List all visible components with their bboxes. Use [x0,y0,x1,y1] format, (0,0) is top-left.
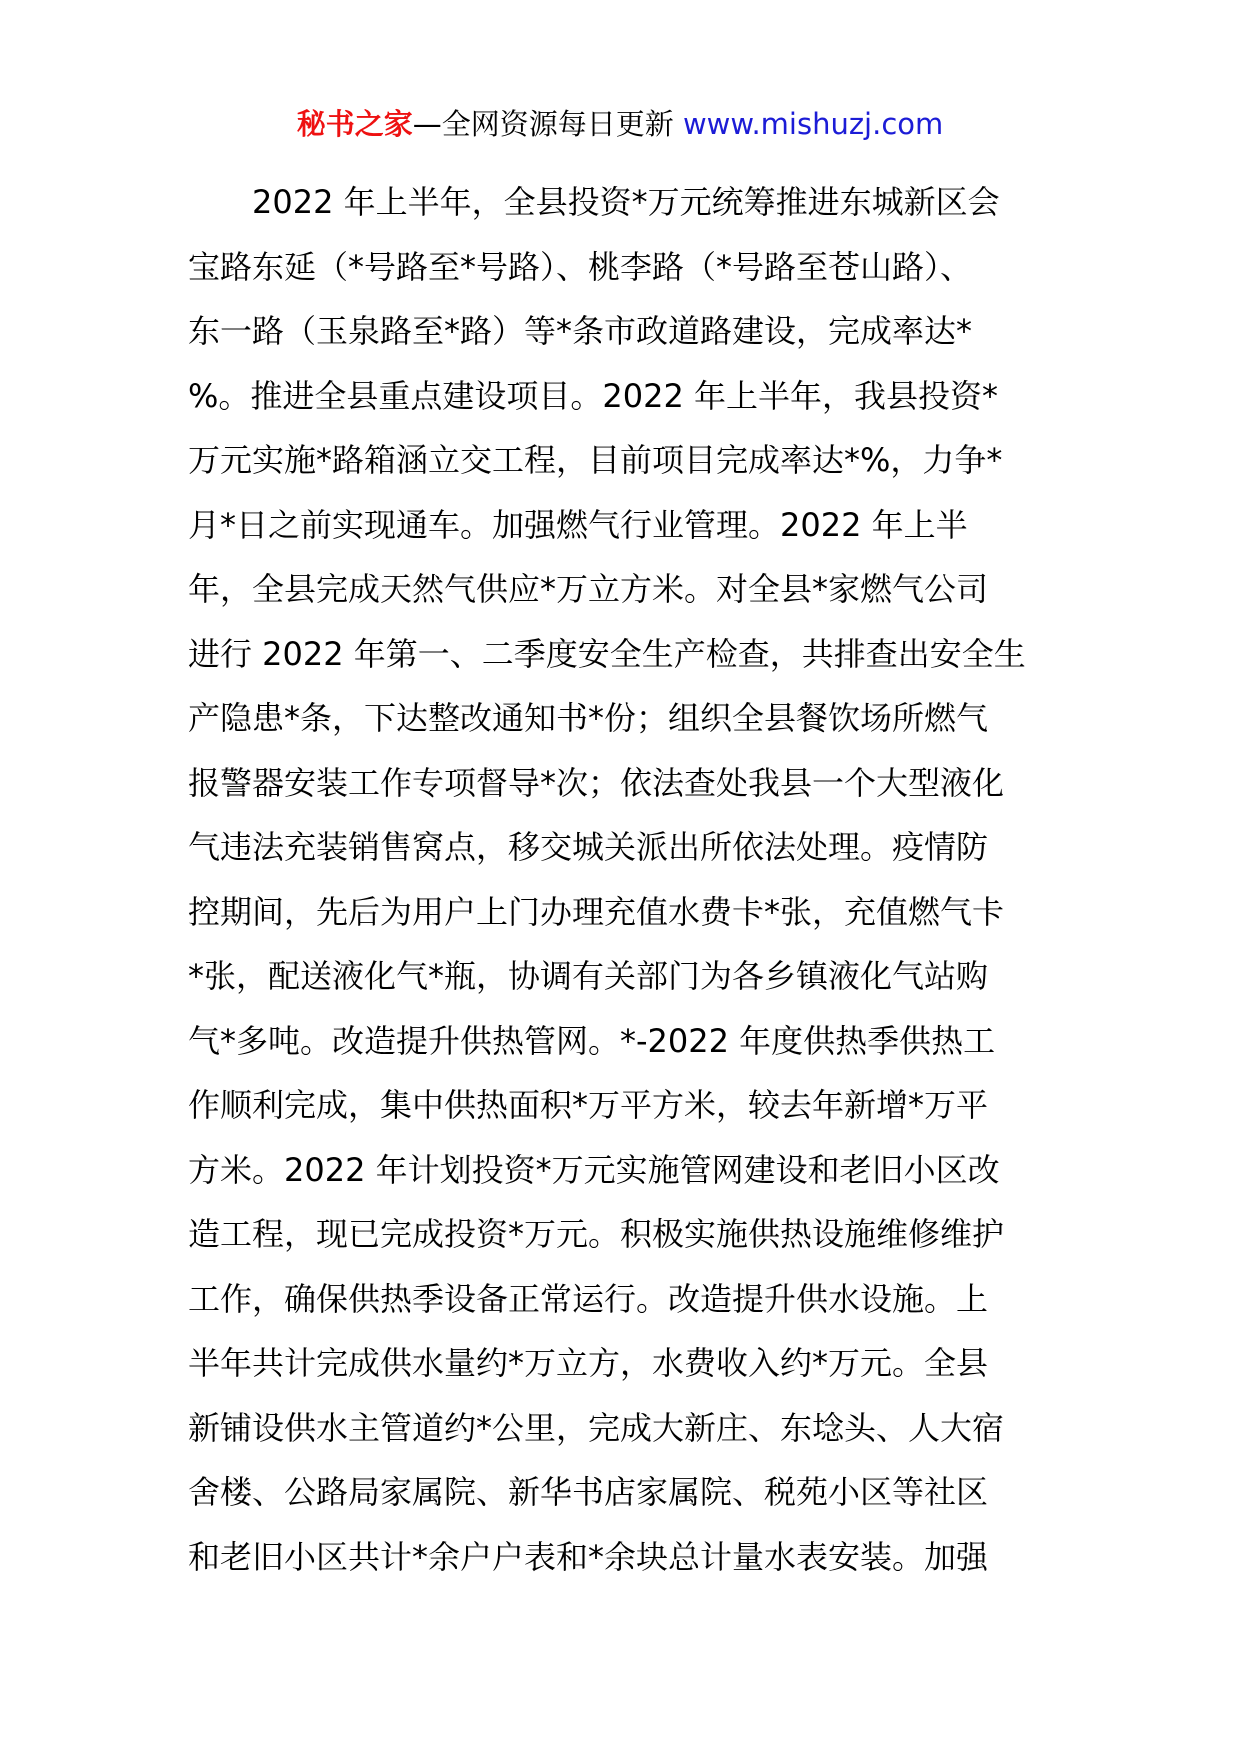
paragraph-line: 半年共计完成供水量约*万立方，水费收入约*万元。全县 [188,1344,989,1382]
paragraph-line: 方米。2022 年计划投资*万元实施管网建设和老旧小区改 [188,1150,1000,1189]
paragraph-line: 东一路（玉泉路至*路）等*条市政道路建设，完成率达* [188,312,973,350]
page-header [0,104,1240,144]
paragraph-line: %。推进全县重点建设项目。2022 年上半年，我县投资* [188,376,999,415]
paragraph-line: 气*多吨。改造提升供热管网。*-2022 年度供热季供热工 [188,1021,996,1060]
paragraph-line: 新铺设供水主管道约*公里，完成大新庄、东埝头、人大宿 [188,1408,1005,1447]
paragraph-line: 进行 2022 年第一、二季度安全生产检查，共排查出安全生 [188,634,1026,673]
paragraph-line: 造工程，现已完成投资*万元。积极实施供热设施维修维护 [188,1215,1005,1253]
paragraph-line: 和老旧小区共计*余户户表和*余块总计量水表安装。加强 [188,1537,989,1576]
paragraph-line: 万元实施*路箱涵立交工程，目前项目完成率达*%，力争* [188,441,1003,479]
paragraph-line: 月*日之前实现通车。加强燃气行业管理。2022 年上半 [188,505,968,544]
paragraph-line: 宝路东延（*号路至*号路）、桃李路（*号路至苍山路）、 [188,247,973,286]
header-slogan: —全网资源每日更新 [412,107,674,141]
paragraph-line: 气违法充装销售窝点，移交城关派出所依法处理。疫情防 [188,828,989,866]
brand-name: 秘书之家 [296,107,413,141]
document-body [188,170,1062,1589]
paragraph-line: 作顺利完成，集中供热面积*万平方米，较去年新增*万平 [188,1086,989,1124]
paragraph-line: 舍楼、公路局家属院、新华书店家属院、税苑小区等社区 [188,1473,989,1511]
paragraph-line: 控期间，先后为用户上门办理充值水费卡*张，充值燃气卡 [188,892,1005,931]
site-url-link[interactable]: www.mishuzj.com [682,107,944,141]
paragraph-line: 产隐患*条，下达整改通知书*份；组织全县餐饮场所燃气 [188,699,989,737]
paragraph-line: 报警器安装工作专项督导*次；依法查处我县一个大型液化 [188,763,1005,802]
paragraph-line: 工作，确保供热季设备正常运行。改造提升供水设施。上 [188,1279,989,1318]
paragraph-line: *张，配送液化气*瓶，协调有关部门为各乡镇液化气站购 [188,957,989,995]
paragraph-line: 年，全县完成天然气供应*万立方米。对全县*家燃气公司 [188,570,989,608]
paragraph-line: 2022 年上半年，全县投资*万元统筹推进东城新区会 [252,183,1000,221]
